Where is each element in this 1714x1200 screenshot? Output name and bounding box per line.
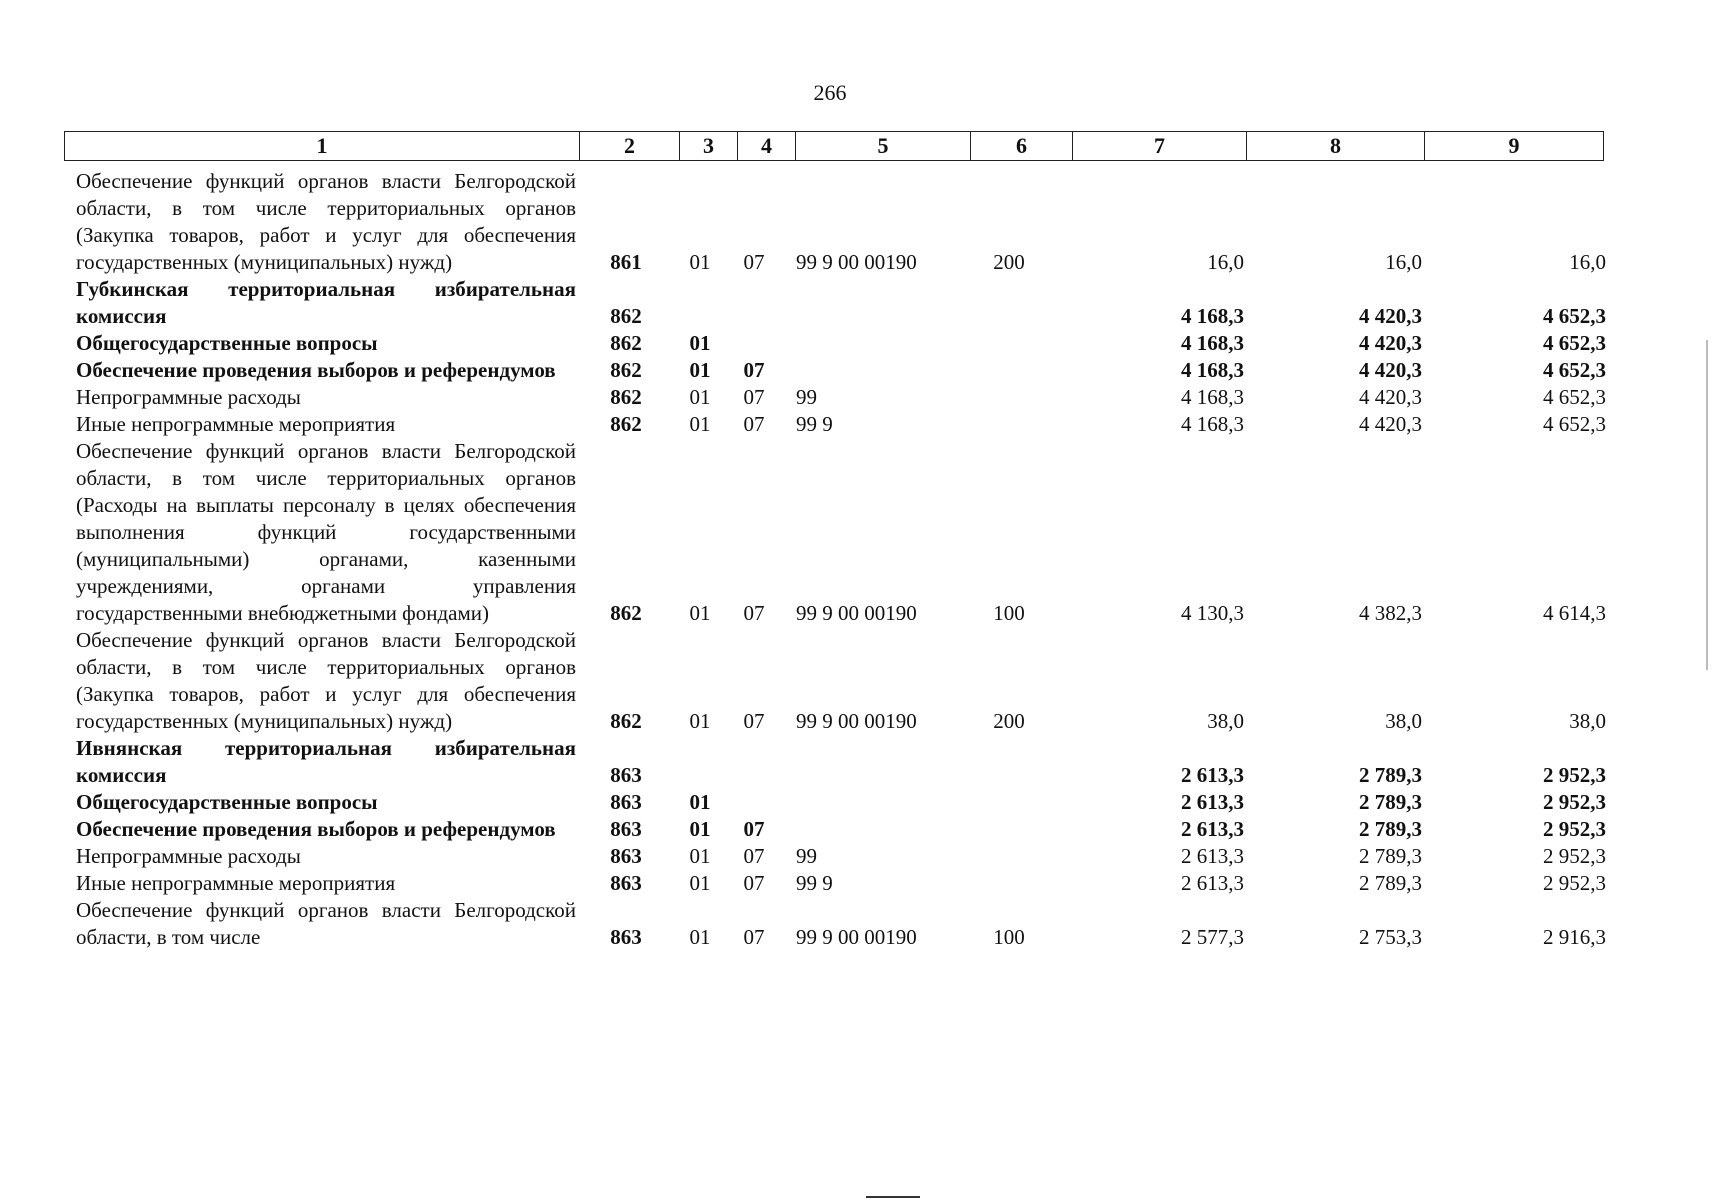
cell-col-9: 4 614,3: [1543, 601, 1606, 625]
header-col-4: 4: [738, 132, 796, 160]
cell-col-7: 2 613,3: [1181, 871, 1244, 895]
table-row: [76, 276, 1606, 330]
cell-col-8: 2 789,3: [1359, 790, 1422, 814]
cell-col-4: 07: [743, 925, 765, 949]
table-row: [76, 357, 1606, 384]
cell-col-8: 4 420,3: [1359, 358, 1422, 382]
cell-col-8: 4 420,3: [1359, 412, 1422, 436]
cell-col-1: Обеспечение проведения выборов и референдумов: [76, 358, 556, 382]
cell-col-8: 4 382,3: [1359, 601, 1422, 625]
cell-col-9: 2 952,3: [1543, 817, 1606, 841]
cell-col-5: 99 9: [796, 871, 833, 895]
cell-col-1: Обеспечение функций органов власти Белгородской области, в том числе: [76, 898, 576, 949]
cell-col-4: 07: [743, 709, 765, 733]
cell-col-6: 200: [993, 250, 1025, 274]
cell-col-8: 38,0: [1385, 709, 1422, 733]
cell-col-2: 862: [610, 304, 642, 328]
cell-col-4: 07: [743, 601, 765, 625]
cell-col-9: 2 916,3: [1543, 925, 1606, 949]
cell-col-9: 4 652,3: [1543, 358, 1606, 382]
cell-col-3: 01: [689, 331, 711, 355]
cell-col-9: 2 952,3: [1543, 763, 1606, 787]
cell-col-3: 01: [689, 817, 711, 841]
cell-col-8: 4 420,3: [1359, 385, 1422, 409]
cell-col-8: 2 789,3: [1359, 817, 1422, 841]
cell-col-6: 100: [993, 925, 1025, 949]
table-row: [76, 897, 1606, 951]
cell-col-3: 01: [689, 601, 711, 625]
cell-col-5: 99 9: [796, 412, 833, 436]
cell-col-8: 2 789,3: [1359, 871, 1422, 895]
cell-col-1: Общегосударственные вопросы: [76, 331, 378, 355]
cell-col-8: 2 789,3: [1359, 844, 1422, 868]
cell-col-3: 01: [689, 358, 711, 382]
footer-divider: [866, 1196, 920, 1198]
cell-col-1: Иные непрограммные мероприятия: [76, 412, 396, 436]
cell-col-5: 99 9 00 00190: [796, 925, 917, 949]
cell-col-2: 862: [610, 601, 642, 625]
cell-col-7: 4 168,3: [1181, 358, 1244, 382]
cell-col-5: 99: [796, 385, 817, 409]
page-edge-mark: [1706, 340, 1708, 670]
cell-col-5: 99 9 00 00190: [796, 601, 917, 625]
cell-col-8: 4 420,3: [1359, 331, 1422, 355]
cell-col-4: 07: [743, 817, 765, 841]
cell-col-4: 07: [743, 385, 765, 409]
table-row: [76, 168, 1606, 276]
table-row: [76, 735, 1606, 789]
cell-col-7: 4 168,3: [1181, 385, 1244, 409]
cell-col-4: 07: [743, 250, 765, 274]
cell-col-8: 16,0: [1385, 250, 1422, 274]
cell-col-7: 16,0: [1207, 250, 1244, 274]
cell-col-6: 100: [993, 601, 1025, 625]
cell-col-1: Непрограммные расходы: [76, 844, 301, 868]
cell-col-3: 01: [689, 412, 711, 436]
table-row: [76, 816, 1606, 843]
cell-col-7: 2 613,3: [1181, 844, 1244, 868]
cell-col-2: 863: [610, 925, 642, 949]
cell-col-9: 2 952,3: [1543, 844, 1606, 868]
table-row: [76, 330, 1606, 357]
header-col-9: 9: [1508, 133, 1520, 158]
table-row: [76, 789, 1606, 816]
cell-col-2: 863: [610, 817, 642, 841]
header-col-2: 2: [580, 132, 680, 160]
cell-col-7: 2 577,3: [1181, 925, 1244, 949]
cell-col-2: 862: [610, 709, 642, 733]
table-row: [76, 438, 1606, 627]
cell-col-1: Иные непрограммные мероприятия: [76, 871, 396, 895]
cell-col-1: Непрограммные расходы: [76, 385, 301, 409]
cell-col-2: 862: [610, 358, 642, 382]
header-col-8: 8: [1247, 132, 1425, 160]
cell-col-7: 2 613,3: [1181, 763, 1244, 787]
cell-col-2: 862: [610, 331, 642, 355]
cell-col-4: 07: [743, 358, 765, 382]
header-col-5: 5: [796, 132, 971, 160]
cell-col-3: 01: [689, 790, 711, 814]
cell-col-2: 863: [610, 790, 642, 814]
cell-col-7: 4 130,3: [1181, 601, 1244, 625]
cell-col-5: 99: [796, 844, 817, 868]
cell-col-6: 200: [993, 709, 1025, 733]
cell-col-4: 07: [743, 871, 765, 895]
header-col-1: 1: [65, 132, 580, 160]
cell-col-7: 38,0: [1207, 709, 1244, 733]
page-number: 266: [813, 80, 847, 105]
cell-col-3: 01: [689, 925, 711, 949]
cell-col-2: 861: [610, 250, 642, 274]
cell-col-3: 01: [689, 709, 711, 733]
cell-col-8: 2 789,3: [1359, 763, 1422, 787]
cell-col-7: 4 168,3: [1181, 304, 1244, 328]
cell-col-8: 2 753,3: [1359, 925, 1422, 949]
cell-col-7: 4 168,3: [1181, 331, 1244, 355]
cell-col-2: 863: [610, 763, 642, 787]
cell-col-7: 2 613,3: [1181, 790, 1244, 814]
table-header-row: [64, 131, 1604, 161]
cell-col-1: Обеспечение функций органов власти Белгородской области, в том числе территориальных органов (Закупка товаров, работ и услуг для обеспечения государственных (муниципальных) нужд): [76, 169, 576, 274]
cell-col-5: 99 9 00 00190: [796, 709, 917, 733]
table-row: [76, 411, 1606, 438]
cell-col-9: 16,0: [1569, 250, 1606, 274]
cell-col-3: 01: [689, 385, 711, 409]
cell-col-9: 4 652,3: [1543, 331, 1606, 355]
header-col-7: 7: [1073, 132, 1247, 160]
cell-col-8: 4 420,3: [1359, 304, 1422, 328]
cell-col-2: 863: [610, 844, 642, 868]
cell-col-9: 4 652,3: [1543, 304, 1606, 328]
header-col-6: 6: [971, 132, 1073, 160]
cell-col-1: Ивнянская территориальная избирательная комиссия: [76, 736, 576, 787]
header-col-3: 3: [680, 132, 738, 160]
table-body: [76, 168, 1606, 951]
table-row: [76, 384, 1606, 411]
cell-col-9: 4 652,3: [1543, 385, 1606, 409]
table-row: [76, 627, 1606, 735]
cell-col-9: 38,0: [1569, 709, 1606, 733]
cell-col-9: 2 952,3: [1543, 871, 1606, 895]
cell-col-1: Обеспечение проведения выборов и референдумов: [76, 817, 556, 841]
table-row: [76, 843, 1606, 870]
cell-col-1: Обеспечение функций органов власти Белгородской области, в том числе территориальных органов (Расходы на выплаты персоналу в целях обеспечения выполнения функций государственными (муниципальными) органами, казенными учреждениями, органами управления государственными внебюджетными фондами): [76, 439, 576, 625]
cell-col-9: 2 952,3: [1543, 790, 1606, 814]
cell-col-1: Общегосударственные вопросы: [76, 790, 378, 814]
cell-col-2: 862: [610, 385, 642, 409]
cell-col-5: 99 9 00 00190: [796, 250, 917, 274]
cell-col-7: 2 613,3: [1181, 817, 1244, 841]
cell-col-1: Губкинская территориальная избирательная комиссия: [76, 277, 576, 328]
cell-col-1: Обеспечение функций органов власти Белгородской области, в том числе территориальных органов (Закупка товаров, работ и услуг для обеспечения государственных (муниципальных) нужд): [76, 628, 576, 733]
table-row: [76, 870, 1606, 897]
cell-col-3: 01: [689, 844, 711, 868]
cell-col-4: 07: [743, 844, 765, 868]
cell-col-3: 01: [689, 871, 711, 895]
cell-col-2: 862: [610, 412, 642, 436]
cell-col-3: 01: [689, 250, 711, 274]
cell-col-7: 4 168,3: [1181, 412, 1244, 436]
cell-col-4: 07: [743, 412, 765, 436]
cell-col-9: 4 652,3: [1543, 412, 1606, 436]
cell-col-2: 863: [610, 871, 642, 895]
